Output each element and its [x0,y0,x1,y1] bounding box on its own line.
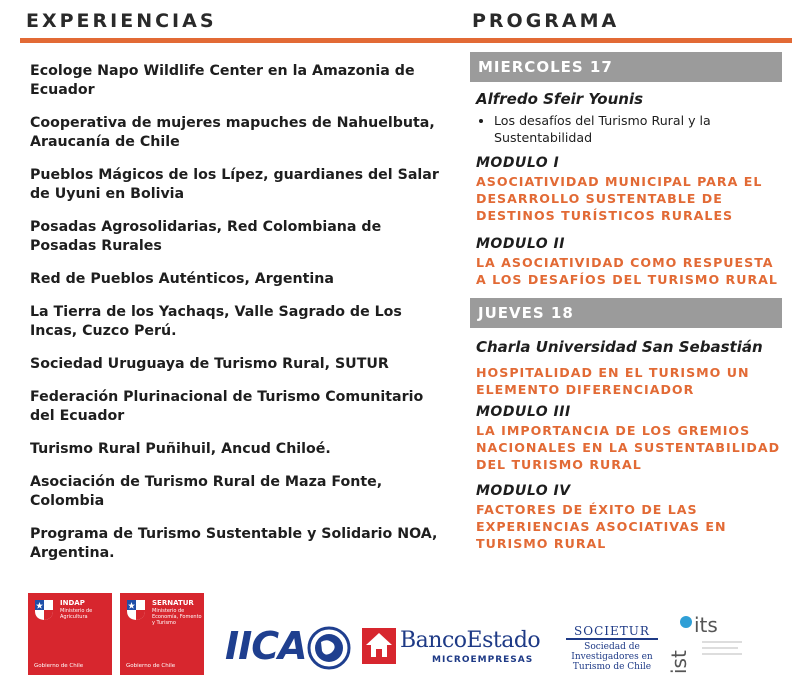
globe-icon [307,626,351,670]
ist-its-logo [667,612,752,678]
experience-item: Sociedad Uruguaya de Turismo Rural, SUTUR [30,356,389,372]
iica-logo [225,624,353,674]
ist-its-icon [667,612,752,678]
bancoestado-logo [362,628,541,668]
speaker-name: Alfredo Sfeir Younis [476,90,644,108]
experience-item: Asociación de Turismo Rural de Maza Fonte, Colombia [30,474,383,509]
societur-wordmark: SOCIETUR [566,624,658,640]
sernatur-name: SERNATUR [152,599,194,607]
experience-item: Posadas Agrosolidarias, Red Colombiana de Posadas Rurales [30,219,382,254]
gobierno-label: Gobierno de Chile [34,663,84,669]
experience-item: Cooperativa de mujeres mapuches de Nahuelbuta, Araucanía de Chile [30,115,435,150]
indap-logo [28,593,112,675]
experience-item: Federación Plurinacional de Turismo Comunitario del Ecuador [30,389,424,424]
indap-name: INDAP [60,599,85,607]
sernatur-logo [120,593,204,675]
gobierno-label: Gobierno de Chile [126,663,176,669]
iica-wordmark: IICA [225,624,307,668]
bancoestado-sub: MICROEMPRESAS [432,655,534,665]
module-1-title: ASOCIATIVIDAD MUNICIPAL PARA EL DESARROLLO SUSTENTABLE DE DESTINOS TURÍSTICOS RURALES [476,174,763,223]
societur-sub: Sociedad de Investigadores en Turismo de Chile [571,642,653,672]
experiencias-heading: EXPERIENCIAS [26,10,217,32]
topic-item: • Los desafíos del Turismo Rural y la Sustentabilidad [494,112,782,146]
chile-shield-icon [34,599,54,621]
module-1-label: MODULO I [476,155,560,171]
svg-text:its: its [694,613,718,637]
experience-item: La Tierra de los Yachaqs, Valle Sagrado de Los Incas, Cuzco Perú. [30,304,402,339]
experience-item: Ecologe Napo Wildlife Center en la Amazonia de Ecuador [30,63,415,98]
header-divider [20,38,792,43]
module-2-title: LA ASOCIATIVIDAD COMO RESPUESTA A LOS DESAFÍOS DEL TURISMO RURAL [476,255,778,287]
bancoestado-wordmark: BancoEstado [400,628,541,653]
svg-text:ist: ist [667,650,691,674]
experience-item: Turismo Rural Puñihuil, Ancud Chiloé. [30,441,331,457]
house-icon [362,628,396,664]
sernatur-ministry: Ministerio de Economía, Fomento y Turismo [152,608,202,626]
societur-logo [566,624,658,672]
indap-ministry: Ministerio de Agricultura [60,608,93,620]
module-4-label: MODULO IV [476,483,571,499]
module-2-label: MODULO II [476,236,565,252]
experience-item: Programa de Turismo Sustentable y Solidario NOA, Argentina. [30,526,438,561]
day-bar-wednesday: MIERCOLES 17 [470,52,782,82]
talk-title: HOSPITALIDAD EN EL TURISMO UN ELEMENTO DIFERENCIADOR [476,365,750,397]
module-4-title: FACTORES DE ÉXITO DE LAS EXPERIENCIAS ASOCIATIVAS EN TURISMO RURAL [476,502,727,551]
module-3-label: MODULO III [476,404,571,420]
talk-name: Charla Universidad San Sebastián [476,338,763,356]
program-column [470,52,782,558]
day-bar-thursday: JUEVES 18 [470,298,782,328]
module-3-title: LA IMPORTANCIA DE LOS GREMIOS NACIONALES EN LA SUSTENTABILIDAD DEL TURISMO RURAL [476,423,781,472]
experience-item: Pueblos Mágicos de los Lípez, guardianes del Salar de Uyuni en Bolivia [30,167,439,202]
speaker-topics [470,112,782,146]
programa-heading: PROGRAMA [472,10,620,32]
experience-item: Red de Pueblos Auténticos, Argentina [30,271,334,287]
experiences-list [30,62,440,577]
chile-shield-icon [126,599,146,621]
